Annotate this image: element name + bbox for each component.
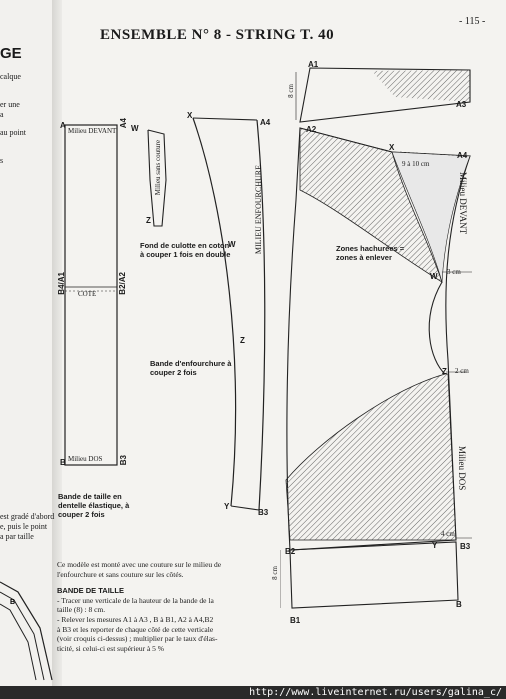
svg-text:B: B bbox=[10, 599, 16, 606]
back-center-label: Milieu DOS bbox=[68, 455, 103, 463]
source-url-bar: http://www.liveinternet.ru/users/galina_c/ bbox=[0, 686, 506, 699]
left-margin-line: s bbox=[0, 156, 4, 165]
lining-point-z: Z bbox=[146, 216, 151, 225]
pattern-back-center-label: Milieu DOS bbox=[457, 446, 467, 491]
band-point-x: X bbox=[187, 111, 193, 120]
dimension-top-height: 8 cm bbox=[287, 84, 295, 98]
instructions-line: taille (8) : 8 cm. bbox=[57, 605, 106, 615]
band-point-w: W bbox=[228, 240, 236, 249]
band-center-label: MILIEU ENFOURCHURE bbox=[254, 165, 263, 255]
instructions-intro: Ce modèle est monté avec une couture sur le milieu de l'enfourchure et sans couture sur les côtés. bbox=[57, 560, 222, 579]
instructions-heading: BANDE DE TAILLE bbox=[57, 586, 124, 596]
left-margin-line: a bbox=[0, 110, 4, 119]
left-margin-line: er une bbox=[0, 100, 20, 109]
band-point-y: Y bbox=[224, 502, 230, 511]
left-margin-line: est gradé d'abord bbox=[0, 512, 55, 521]
left-margin-heading: GE bbox=[0, 45, 22, 62]
hatched-zones-note: Zones hachurées = zones à enlever bbox=[336, 244, 405, 262]
dimension-z-offset: 2 cm bbox=[455, 367, 469, 375]
band-point-z: Z bbox=[240, 336, 245, 345]
dimension-y-offset: 4 cm bbox=[441, 530, 455, 538]
lining-point-w: W bbox=[131, 124, 139, 133]
front-center-label: Milieu DEVANT bbox=[68, 127, 117, 135]
pattern-point-x: X bbox=[389, 143, 395, 152]
pattern-point-b: B bbox=[456, 600, 462, 609]
pattern-point-b3: B3 bbox=[460, 542, 471, 551]
pattern-point-a1: A1 bbox=[308, 60, 319, 69]
instructions-line: - Tracer une verticale de la hauteur de la bande de la bbox=[57, 595, 214, 605]
pattern-point-z: Z bbox=[442, 367, 447, 376]
instructions-block bbox=[57, 560, 262, 653]
side-label: COTE bbox=[78, 290, 97, 298]
point-label-a4: A4 bbox=[119, 118, 128, 129]
instructions-line: - Relever les mesures A1 à A3 , B à B1, A2 à A4,B2 bbox=[57, 614, 214, 624]
pattern-point-w: W bbox=[430, 272, 438, 281]
point-label-b: B bbox=[60, 458, 66, 467]
left-margin-line: calque bbox=[0, 72, 21, 81]
string-main-pattern bbox=[280, 60, 480, 630]
left-margin-line: a par taille bbox=[0, 532, 34, 541]
point-label-b2a2: B2/A2 bbox=[118, 272, 127, 295]
pattern-point-a4: A4 bbox=[457, 151, 468, 160]
pattern-point-a2: A2 bbox=[306, 125, 317, 134]
pattern-front-center-label: Milieu DEVANT bbox=[458, 172, 468, 235]
left-margin-line: au point bbox=[0, 128, 26, 137]
page-title: ENSEMBLE N° 8 - STRING T. 40 bbox=[100, 27, 335, 43]
instructions-line: à B3 et les reporter de chaque côté de cette verticale bbox=[57, 624, 214, 634]
instructions-line: ticité, si celui-ci est supérieur à 5 % bbox=[57, 643, 165, 653]
point-label-b4a1: B4/A1 bbox=[57, 272, 66, 295]
point-label-a: A bbox=[60, 121, 66, 130]
pattern-point-b2: B2 bbox=[285, 547, 296, 556]
instructions-line: (voir croquis ci-dessus) ; multiplier par le taux d'élas- bbox=[57, 634, 218, 644]
dimension-w-offset: 3 cm bbox=[447, 268, 461, 276]
dimension-bottom-height: 8 cm bbox=[271, 566, 279, 580]
left-margin-line: e, puis le point bbox=[0, 522, 48, 531]
pattern-point-b1: B1 bbox=[290, 616, 301, 625]
lining-center-label: Milieu sans couture bbox=[154, 140, 162, 196]
dimension-x-offset: 9 à 10 cm bbox=[402, 160, 430, 168]
band-caption: Bande d'enfourchure à couper 2 fois bbox=[150, 359, 232, 377]
pattern-point-a3: A3 bbox=[456, 100, 467, 109]
point-label-b3: B3 bbox=[119, 455, 128, 466]
pattern-point-y: Y bbox=[432, 541, 438, 550]
lining-caption: Fond de culotte en coton à couper 1 fois en double bbox=[140, 241, 231, 259]
page-number: - 115 - bbox=[459, 16, 486, 27]
partial-pattern-sketch bbox=[0, 570, 55, 686]
band-point-a4: A4 bbox=[260, 118, 271, 127]
band-point-b3: B3 bbox=[258, 508, 269, 517]
waist-caption: Bande de taille en dentelle élastique, à couper 2 fois bbox=[58, 492, 130, 519]
